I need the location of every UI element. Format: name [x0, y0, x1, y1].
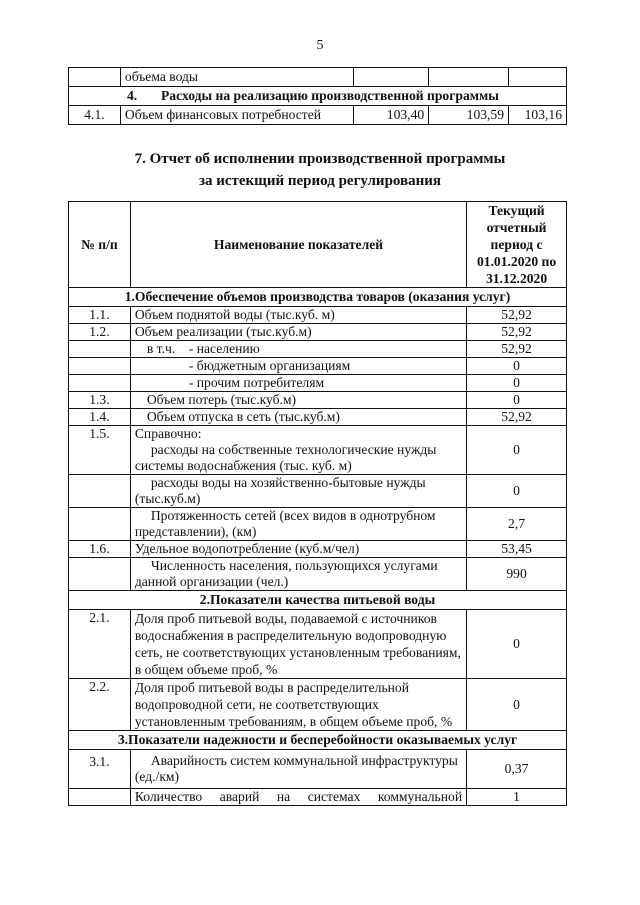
section-header-row	[69, 87, 567, 106]
table-row: 1.4. Объем отпуска в сеть (тыс.куб.м) 52,92	[69, 409, 567, 426]
table-row: 1.5. Справочно: расходы на собственные технологические нужды системы водоснабжения (тыс. куб. м) 0	[69, 426, 567, 475]
production-program-table-continuation	[68, 67, 567, 125]
table-row: 3.1. Аварийность систем коммунальной инфраструктуры (ед./км) 0,37	[69, 750, 567, 789]
section-title: 1.Обеспечение объемов производства товаров (оказания услуг)	[69, 288, 567, 307]
row-number: 4.1.	[69, 106, 121, 125]
table-row: - прочим потребителям 0	[69, 375, 567, 392]
table-row: 1.2. Объем реализации (тыс.куб.м) 52,92	[69, 324, 567, 341]
section-title: 2.Показатели качества питьевой воды	[69, 591, 567, 610]
report-title: 7. Отчет об исполнении производственной программы за истекщий период регулирования	[134, 151, 506, 189]
table-row: - бюджетным организациям 0	[69, 358, 567, 375]
header-name: Наименование показателей	[130, 202, 466, 288]
section-header-row	[69, 731, 567, 750]
table-row: 1.1. Объем поднятой воды (тыс.куб. м) 52,92	[69, 307, 567, 324]
table-row: Численность населения, пользующихся услугами данной организации (чел.) 990	[69, 558, 567, 591]
table-row	[69, 106, 567, 125]
section-header-row	[69, 591, 567, 610]
row-label: объема воды	[120, 68, 353, 87]
table-row: 2.1. Доля проб питьевой воды, подаваемой с источников водоснабжения в распределительную водопроводную сеть, не соответствующих установленным требованиям, в общем объеме проб, % 0	[69, 610, 567, 679]
row-label: Объем финансовых потребностей	[120, 106, 353, 125]
value-cell: 103,16	[509, 106, 567, 125]
header-period: Текущий отчетный период с 01.01.2020 по 31.12.2020	[467, 202, 567, 288]
value-cell: 103,40	[354, 106, 429, 125]
table-row: 1.6. Удельное водопотребление (куб.м/чел) 53,45	[69, 541, 567, 558]
table-header-row	[69, 202, 567, 288]
section-title: 3.Показатели надежности и бесперебойности оказываемых услуг	[69, 731, 567, 750]
page-number: 5	[316, 38, 324, 53]
table-row: 1.3. Объем потерь (тыс.куб.м) 0	[69, 392, 567, 409]
table-row: расходы воды на хозяйственно-бытовые нужды (тыс.куб.м) 0	[69, 475, 567, 508]
table-row: Количество аварий на системах коммунальной 1	[69, 789, 567, 806]
table-row	[69, 68, 567, 87]
section-header-row	[69, 288, 567, 307]
report-table	[68, 201, 567, 806]
table-row: 2.2. Доля проб питьевой воды в распределительной водопроводной сети, не соответствующих установленным требованиям, в общем объеме проб, % 0	[69, 679, 567, 731]
section-title: Расходы на реализацию производственной программы	[161, 88, 499, 103]
section-number: 4.	[127, 88, 138, 103]
table-row: в т.ч. - населению 52,92	[69, 341, 567, 358]
header-num: № п/п	[69, 202, 131, 288]
value-cell: 103,59	[429, 106, 509, 125]
table-row: Протяженность сетей (всех видов в однотрубном представлении), (км) 2,7	[69, 508, 567, 541]
